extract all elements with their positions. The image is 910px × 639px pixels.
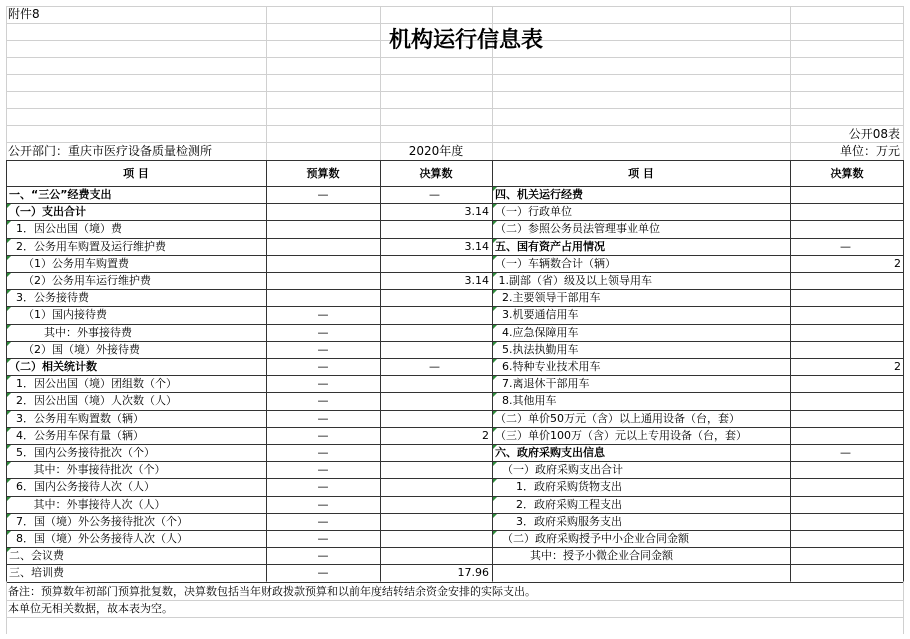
left-row-label: 2．因公出国（境）人次数（人） <box>9 394 177 408</box>
cell-marker <box>7 462 11 466</box>
cell-marker <box>7 204 11 208</box>
right-row-label: （二）政府采购授予中小企业合同金额 <box>495 532 689 545</box>
cell-marker <box>493 204 497 208</box>
left-row-budget: — <box>317 325 329 339</box>
right-row-label: 六、政府采购支出信息 <box>495 446 605 459</box>
cell-marker <box>7 514 11 518</box>
left-row-label: （1）国内接待费 <box>9 308 107 322</box>
left-row-actual: 3.14 <box>464 205 489 219</box>
left-row-actual: — <box>429 188 440 201</box>
header-right-actual: 决算数 <box>830 167 864 180</box>
left-row-budget: — <box>317 411 329 425</box>
left-row-label: 二、会议费 <box>9 549 64 563</box>
left-row-budget: — <box>317 308 329 322</box>
left-row-label: （二）相关统计数 <box>9 360 97 373</box>
left-row-label: 6．国内公务接待人次（人） <box>9 480 155 494</box>
cell-marker <box>493 531 497 535</box>
attachment-label: 附件8 <box>8 7 40 21</box>
cell-marker <box>7 359 11 363</box>
left-row-actual: — <box>429 360 440 373</box>
left-row-label: （1）公务用车购置费 <box>9 256 129 270</box>
cell-marker <box>493 376 497 380</box>
cell-marker <box>7 445 11 449</box>
left-row-budget: — <box>317 188 329 201</box>
right-row-label: 5.执法执勤用车 <box>495 342 579 356</box>
left-row-budget: — <box>317 342 329 356</box>
spreadsheet <box>6 6 904 634</box>
cell-marker <box>493 479 497 483</box>
cell-marker <box>7 497 11 501</box>
left-row-label: 5．国内公务接待批次（个） <box>9 446 155 459</box>
left-row-label: 4．公务用车保有量（辆） <box>9 428 144 442</box>
cell-marker <box>493 342 497 346</box>
left-row-actual: 17.96 <box>457 566 489 580</box>
header-right-item: 项 目 <box>628 167 654 180</box>
left-row-actual: 2 <box>482 428 489 442</box>
left-row-budget: — <box>317 497 329 511</box>
right-row-label: 五、国有资产占用情况 <box>495 239 605 253</box>
left-row-actual: 3.14 <box>464 274 489 287</box>
cell-marker <box>493 445 497 449</box>
right-row-label: 2．政府采购工程支出 <box>495 497 622 511</box>
cell-marker <box>7 325 11 329</box>
left-row-budget: — <box>317 360 329 373</box>
cell-marker <box>7 531 11 535</box>
left-row-label: 2．公务用车购置及运行维护费 <box>9 239 166 253</box>
right-row-label: （二）参照公务员法管理事业单位 <box>495 222 660 236</box>
left-row-label: （2）国（境）外接待费 <box>9 342 140 356</box>
left-row-budget: — <box>317 446 329 459</box>
cell-marker <box>493 256 497 260</box>
cell-marker <box>7 393 11 397</box>
left-row-label: 7．国（境）外公务接待批次（个） <box>9 514 188 528</box>
left-row-budget: — <box>317 377 329 391</box>
right-row-label: 8.其他用车 <box>495 394 557 408</box>
right-row-actual: — <box>840 446 851 459</box>
left-row-budget: — <box>317 480 329 494</box>
cell-marker <box>493 359 497 363</box>
header-actual: 决算数 <box>419 167 453 180</box>
left-row-budget: — <box>317 549 329 563</box>
cell-marker <box>7 411 11 415</box>
cell-marker <box>7 290 11 294</box>
page-title: 机构运行信息表 <box>388 28 543 53</box>
cell-marker <box>493 239 497 243</box>
left-row-budget: — <box>317 566 329 580</box>
cell-marker <box>7 479 11 483</box>
right-row-actual: 2 <box>894 256 901 270</box>
cell-marker <box>493 514 497 518</box>
right-row-label: 3.机要通信用车 <box>495 308 579 322</box>
cell-marker <box>493 221 497 225</box>
right-row-label: （三）单价100万（含）元以上专用设备（台，套） <box>495 428 747 442</box>
right-row-label: 1.副部（省）级及以上领导用车 <box>495 274 652 287</box>
left-row-label: （2）公务用车运行维护费 <box>9 274 151 287</box>
cell-marker <box>493 325 497 329</box>
cell-marker <box>7 342 11 346</box>
right-row-label: 四、机关运行经费 <box>495 188 583 201</box>
empty-note: 本单位无相关数据，故本表为空。 <box>8 602 173 615</box>
left-row-label: 3．公务用车购置数（辆） <box>9 411 144 425</box>
right-row-label: 1．政府采购货物支出 <box>495 480 622 494</box>
left-row-label: 1．因公出国（境）费 <box>9 222 122 236</box>
cell-marker <box>493 497 497 501</box>
right-row-label: 3．政府采购服务支出 <box>495 514 622 528</box>
left-row-label: 三、培训费 <box>9 566 64 580</box>
cell-marker <box>7 273 11 277</box>
left-row-budget: — <box>317 532 329 545</box>
footnote: 备注：预算数年初部门预算批复数，决算数包括当年财政拨款预算和以前年度结转结余资金安排的实际支出。 <box>8 585 536 598</box>
right-row-label: （一）政府采购支出合计 <box>495 463 623 477</box>
cell-marker <box>493 290 497 294</box>
right-row-label: （二）单价50万元（含）以上通用设备（台，套） <box>495 411 740 425</box>
right-row-label: 2.主要领导干部用车 <box>495 291 601 305</box>
cell-marker <box>7 548 11 552</box>
cell-marker <box>7 221 11 225</box>
cell-marker <box>493 307 497 311</box>
left-row-label: 3．公务接待费 <box>9 291 89 305</box>
left-row-budget: — <box>317 463 329 477</box>
cell-marker <box>7 376 11 380</box>
left-row-actual: 3.14 <box>464 239 489 253</box>
left-row-label: 其中：外事接待人次（人） <box>9 497 166 511</box>
left-row-budget: — <box>317 394 329 408</box>
right-row-label: （一）行政单位 <box>495 205 572 219</box>
department-label: 公开部门：重庆市医疗设备质量检测所 <box>8 144 213 158</box>
cell-marker <box>493 187 497 191</box>
cell-marker <box>493 411 497 415</box>
fiscal-year: 2020年度 <box>408 144 464 158</box>
cell-marker <box>7 428 11 432</box>
left-row-label: 一、“三公”经费支出 <box>9 188 112 201</box>
cell-marker <box>493 273 497 277</box>
unit-label: 单位：万元 <box>839 144 900 158</box>
right-row-label: 4.应急保障用车 <box>495 325 579 339</box>
right-row-actual: 2 <box>894 360 901 373</box>
cell-marker <box>7 307 11 311</box>
left-row-label: （一）支出合计 <box>9 205 86 219</box>
right-row-label: 6.特种专业技术用车 <box>495 360 601 373</box>
left-row-label: 其中：外事接待费 <box>9 325 132 339</box>
cell-marker <box>493 428 497 432</box>
left-row-budget: — <box>317 514 329 528</box>
right-row-label: 7.离退休干部用车 <box>495 377 590 391</box>
cell-marker <box>7 239 11 243</box>
left-row-label: 其中：外事接待批次（个） <box>9 463 166 477</box>
right-row-actual: — <box>840 239 851 253</box>
left-row-label: 1．因公出国（境）团组数（个） <box>9 377 177 391</box>
cell-marker <box>493 462 497 466</box>
table-code: 公开08表 <box>848 127 900 141</box>
left-row-label: 8．国（境）外公务接待人次（人） <box>9 532 188 545</box>
cell-marker <box>7 256 11 260</box>
left-row-budget: — <box>317 428 329 442</box>
right-row-label: 其中：授予小微企业合同金额 <box>495 549 673 563</box>
header-left-item: 项 目 <box>123 167 149 180</box>
right-row-label: （一）车辆数合计（辆） <box>495 256 616 270</box>
header-budget: 预算数 <box>306 167 340 180</box>
cell-marker <box>493 393 497 397</box>
